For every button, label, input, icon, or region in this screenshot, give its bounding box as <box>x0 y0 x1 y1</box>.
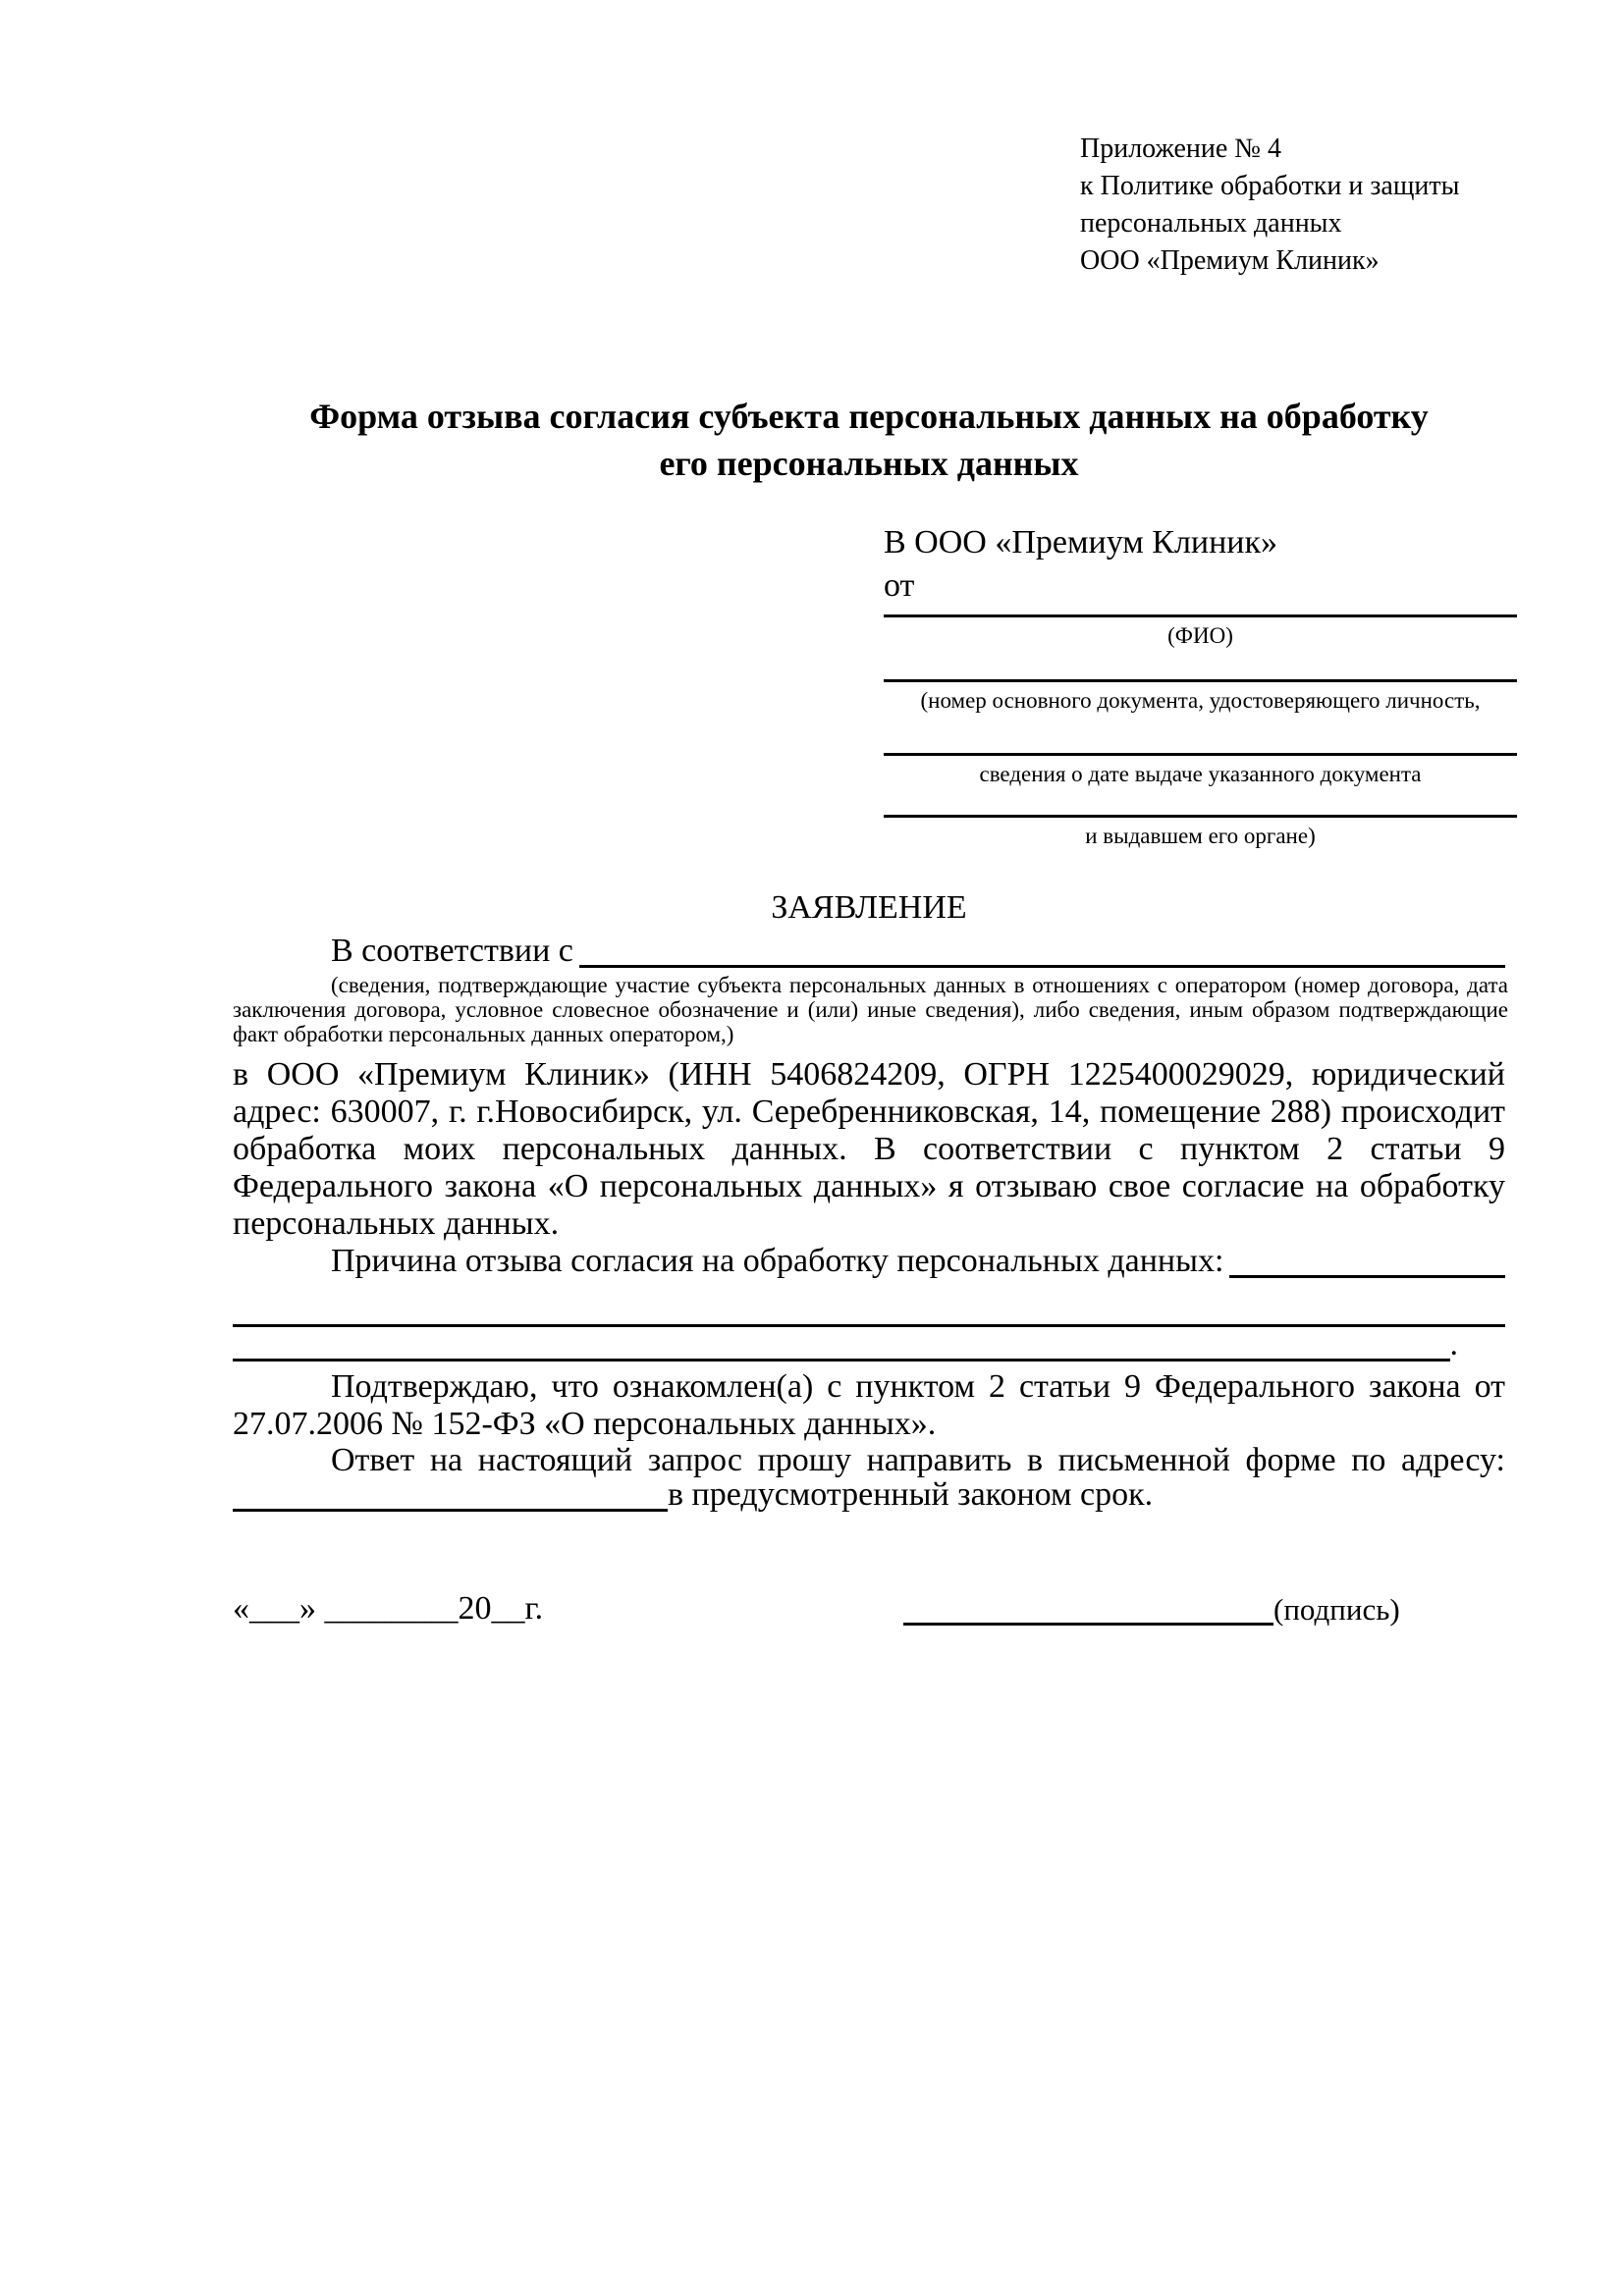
appendix-line: к Политике обработки и защиты <box>1080 171 1460 201</box>
reason-blank-line-2[interactable] <box>233 1292 1505 1327</box>
statement-heading: ЗАЯВЛЕНИЕ <box>771 889 967 926</box>
reply-address-row <box>233 1476 1505 1514</box>
fio-caption: (ФИО) <box>1167 623 1233 648</box>
reason-blank-row-3 <box>233 1326 1505 1363</box>
basis-fine-print: (сведения, подтверждающие участие субъекта персональных данных в отношениях с оператором (номер договора, дата заключения договора, условное словесное обозначение и (или) иные сведения), либо сведения, иным образом подтверждающие факт обработки персональных данных оператором,) <box>233 973 1508 1046</box>
reason-blank-line[interactable] <box>1229 1243 1505 1278</box>
signature-blank-line[interactable] <box>903 1590 1273 1626</box>
issuing-authority-caption: и выдавшем его органе) <box>1085 824 1316 848</box>
signature-group <box>903 1590 1400 1629</box>
addressee-organization: В ООО «Премиум Клиник» <box>884 524 1278 561</box>
document-number-blank-line[interactable] <box>884 679 1517 682</box>
basis-blank-line[interactable] <box>579 933 1505 968</box>
document-number-caption: (номер основного документа, удостоверяющего личность, <box>920 688 1481 713</box>
addressee-from-label: от <box>884 567 915 604</box>
confirmation-paragraph: Подтверждаю, что ознакомлен(а) с пунктом 2 статьи 9 Федерального закона от 27.07.2006 № 152-ФЗ «О персональных данных». <box>233 1368 1505 1442</box>
reason-terminator: . <box>1449 1326 1458 1362</box>
reason-row <box>233 1243 1505 1280</box>
document-title-line1: Форма отзыва согласия субъекта персональных данных на обработку <box>309 397 1429 436</box>
appendix-line: персональных данных <box>1080 208 1342 239</box>
document-title <box>233 393 1505 487</box>
reason-label: Причина отзыва согласия на обработку персональных данных: <box>331 1243 1224 1279</box>
date-signature-row <box>233 1590 1505 1629</box>
fio-blank-line[interactable] <box>884 614 1517 617</box>
issue-date-caption: сведения о дате выдаче указанного документа <box>979 762 1422 786</box>
date-blank[interactable]: «___» ________20__г. <box>233 1590 544 1627</box>
appendix-line: ООО «Премиум Клиник» <box>1080 245 1380 276</box>
reply-request-paragraph: Ответ на настоящий запрос прошу направить в письменной форме по адресу: <box>331 1442 1505 1478</box>
appendix-reference <box>1080 131 1459 280</box>
reason-blank-line-3[interactable] <box>233 1326 1450 1362</box>
reply-suffix: в предусмотренный законом срок. <box>668 1476 1154 1513</box>
statement-body: в ООО «Премиум Клиник» (ИНН 5406824209, ОГРН 1225400029029, юридический адрес: 630007, г. г.Новосибирск, ул. Серебренниковская, 14, помещение 288) происходит обработка моих персональных данных. В соответствии с пунктом 2 статьи 9 Федерального закона «О персональных данных» я отзываю свое согласие на обработку персональных данных. <box>233 1056 1505 1242</box>
issue-date-blank-line[interactable] <box>884 753 1517 756</box>
reply-address-blank-line[interactable] <box>233 1476 668 1512</box>
basis-label: В соответствии с <box>331 933 573 969</box>
basis-row <box>233 933 1505 970</box>
document-title-line2: его персональных данных <box>659 444 1079 483</box>
issuing-authority-blank-line[interactable] <box>884 815 1517 818</box>
signature-caption: (подпись) <box>1273 1592 1400 1627</box>
appendix-line: Приложение № 4 <box>1080 133 1281 164</box>
